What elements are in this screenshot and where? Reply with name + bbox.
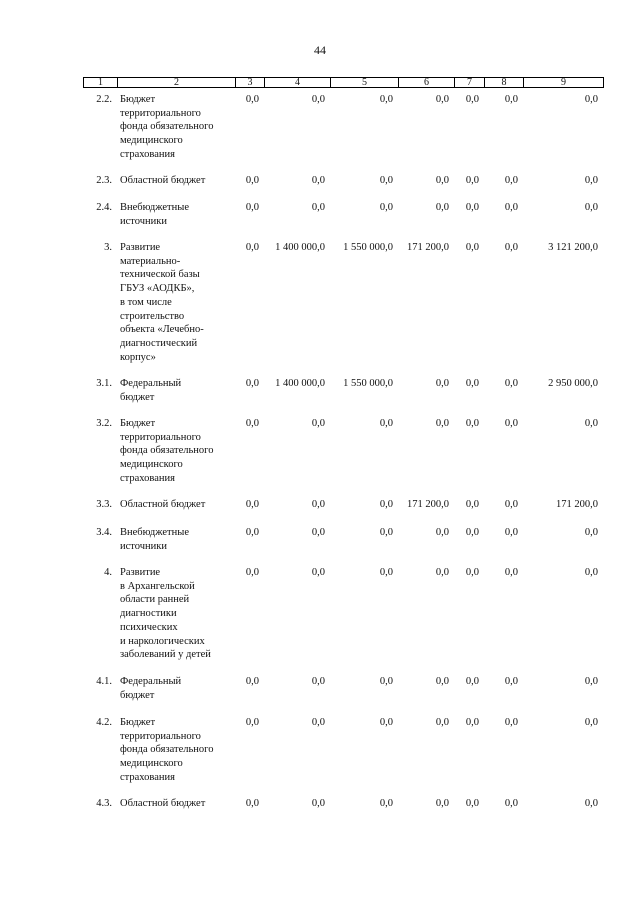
row-number: 3. bbox=[104, 242, 112, 253]
value-col-4: 0,0 bbox=[311, 567, 325, 578]
value-col-4: 0,0 bbox=[311, 499, 325, 510]
value-col-3: 0,0 bbox=[245, 567, 259, 578]
value-col-3: 0,0 bbox=[245, 418, 259, 429]
value-col-7: 0,0 bbox=[465, 378, 479, 389]
row-name: Федеральный бюджет bbox=[120, 676, 182, 701]
value-col-7: 0,0 bbox=[465, 242, 479, 253]
value-col-9: 0,0 bbox=[584, 94, 598, 105]
row-number: 3.2. bbox=[96, 418, 112, 429]
value-col-8: 0,0 bbox=[504, 676, 518, 687]
value-col-8: 0,0 bbox=[504, 798, 518, 809]
value-col-5: 0,0 bbox=[379, 94, 393, 105]
row-name: Бюджет территориального фонда обязательного медицинского страхования bbox=[120, 717, 214, 783]
value-col-6: 0,0 bbox=[435, 175, 449, 186]
value-col-3: 0,0 bbox=[245, 499, 259, 510]
value-col-3: 0,0 bbox=[245, 527, 259, 538]
value-col-6: 0,0 bbox=[435, 418, 449, 429]
value-col-8: 0,0 bbox=[504, 94, 518, 105]
value-col-7: 0,0 bbox=[465, 798, 479, 809]
value-col-4: 0,0 bbox=[311, 418, 325, 429]
row-number: 2.2. bbox=[96, 94, 112, 105]
table-row bbox=[83, 174, 602, 188]
row-name: Федеральный бюджет bbox=[120, 378, 182, 403]
header-col-1: 1 bbox=[98, 77, 103, 88]
table-row bbox=[83, 93, 602, 162]
value-col-5: 1 550 000,0 bbox=[343, 378, 393, 389]
value-col-6: 0,0 bbox=[435, 202, 449, 213]
value-col-3: 0,0 bbox=[245, 798, 259, 809]
value-col-5: 0,0 bbox=[379, 717, 393, 728]
value-col-5: 0,0 bbox=[379, 676, 393, 687]
row-number: 4.3. bbox=[96, 798, 112, 809]
value-col-7: 0,0 bbox=[465, 527, 479, 538]
value-col-6: 0,0 bbox=[435, 378, 449, 389]
value-col-8: 0,0 bbox=[504, 378, 518, 389]
header-col-7: 7 bbox=[454, 78, 484, 87]
value-col-5: 0,0 bbox=[379, 175, 393, 186]
value-col-7: 0,0 bbox=[465, 567, 479, 578]
value-col-9: 0,0 bbox=[584, 418, 598, 429]
value-col-9: 0,0 bbox=[584, 798, 598, 809]
value-col-4: 0,0 bbox=[311, 202, 325, 213]
row-number: 4.1. bbox=[96, 676, 112, 687]
value-col-5: 0,0 bbox=[379, 499, 393, 510]
value-col-5: 0,0 bbox=[379, 527, 393, 538]
table-row bbox=[83, 417, 602, 486]
table-row bbox=[83, 797, 602, 811]
row-name: Областной бюджет bbox=[120, 798, 206, 809]
value-col-7: 0,0 bbox=[465, 202, 479, 213]
row-name: Развитие материально- технической базы ГБУЗ «АОДКБ», в том числе строительство объекта «Лечебно- диагностический корпус» bbox=[120, 242, 204, 363]
value-col-5: 0,0 bbox=[379, 567, 393, 578]
row-number: 3.3. bbox=[96, 499, 112, 510]
header-col-5: 5 bbox=[330, 78, 398, 87]
row-name: Бюджет территориального фонда обязательного медицинского страхования bbox=[120, 418, 214, 484]
row-name: Областной бюджет bbox=[120, 175, 206, 186]
row-name: Развитие в Архангельской области ранней диагностики психических и наркологических заболеваний у детей bbox=[120, 567, 211, 661]
value-col-9: 0,0 bbox=[584, 202, 598, 213]
value-col-9: 0,0 bbox=[584, 717, 598, 728]
table-row bbox=[83, 377, 602, 404]
value-col-5: 0,0 bbox=[379, 798, 393, 809]
value-col-6: 0,0 bbox=[435, 676, 449, 687]
value-col-9: 2 950 000,0 bbox=[548, 378, 598, 389]
value-col-6: 171 200,0 bbox=[407, 499, 449, 510]
value-col-7: 0,0 bbox=[465, 418, 479, 429]
value-col-3: 0,0 bbox=[245, 175, 259, 186]
value-col-9: 0,0 bbox=[584, 175, 598, 186]
value-col-4: 0,0 bbox=[311, 798, 325, 809]
value-col-7: 0,0 bbox=[465, 717, 479, 728]
value-col-4: 1 400 000,0 bbox=[275, 242, 325, 253]
value-col-8: 0,0 bbox=[504, 499, 518, 510]
value-col-4: 0,0 bbox=[311, 175, 325, 186]
table-row bbox=[83, 201, 602, 228]
value-col-9: 0,0 bbox=[584, 676, 598, 687]
value-col-6: 0,0 bbox=[435, 798, 449, 809]
value-col-9: 3 121 200,0 bbox=[548, 242, 598, 253]
row-name: Бюджет территориального фонда обязательного медицинского страхования bbox=[120, 94, 214, 160]
value-col-3: 0,0 bbox=[245, 242, 259, 253]
table-row bbox=[83, 716, 602, 785]
header-col-4: 4 bbox=[264, 78, 330, 87]
value-col-5: 0,0 bbox=[379, 418, 393, 429]
row-name: Внебюджетные источники bbox=[120, 527, 189, 552]
page-number: 44 bbox=[314, 43, 326, 57]
value-col-4: 0,0 bbox=[311, 527, 325, 538]
value-col-4: 0,0 bbox=[311, 94, 325, 105]
header-col-6: 6 bbox=[398, 78, 454, 87]
header-col-8: 8 bbox=[484, 78, 523, 87]
row-number: 4. bbox=[104, 567, 112, 578]
value-col-8: 0,0 bbox=[504, 717, 518, 728]
value-col-9: 171 200,0 bbox=[556, 499, 598, 510]
value-col-7: 0,0 bbox=[465, 94, 479, 105]
value-col-6: 0,0 bbox=[435, 94, 449, 105]
value-col-6: 0,0 bbox=[435, 527, 449, 538]
table-row bbox=[83, 675, 602, 702]
value-col-3: 0,0 bbox=[245, 378, 259, 389]
header-col-9: 9 bbox=[523, 78, 603, 87]
row-name: Областной бюджет bbox=[120, 499, 206, 510]
value-col-3: 0,0 bbox=[245, 202, 259, 213]
value-col-3: 0,0 bbox=[245, 94, 259, 105]
value-col-5: 1 550 000,0 bbox=[343, 242, 393, 253]
value-col-9: 0,0 bbox=[584, 527, 598, 538]
value-col-4: 0,0 bbox=[311, 717, 325, 728]
row-number: 4.2. bbox=[96, 717, 112, 728]
table-header bbox=[83, 77, 604, 88]
table-row bbox=[83, 241, 602, 364]
table-row bbox=[83, 498, 602, 512]
value-col-7: 0,0 bbox=[465, 676, 479, 687]
value-col-8: 0,0 bbox=[504, 202, 518, 213]
value-col-6: 171 200,0 bbox=[407, 242, 449, 253]
value-col-8: 0,0 bbox=[504, 418, 518, 429]
value-col-8: 0,0 bbox=[504, 242, 518, 253]
value-col-7: 0,0 bbox=[465, 175, 479, 186]
value-col-8: 0,0 bbox=[504, 567, 518, 578]
header-col-2: 2 bbox=[117, 78, 235, 87]
value-col-6: 0,0 bbox=[435, 717, 449, 728]
row-number: 2.4. bbox=[96, 202, 112, 213]
value-col-4: 0,0 bbox=[311, 676, 325, 687]
value-col-4: 1 400 000,0 bbox=[275, 378, 325, 389]
value-col-9: 0,0 bbox=[584, 567, 598, 578]
table-row bbox=[83, 526, 602, 553]
row-number: 3.4. bbox=[96, 527, 112, 538]
value-col-5: 0,0 bbox=[379, 202, 393, 213]
value-col-7: 0,0 bbox=[465, 499, 479, 510]
header-col-3: 3 bbox=[235, 78, 264, 87]
value-col-8: 0,0 bbox=[504, 175, 518, 186]
value-col-6: 0,0 bbox=[435, 567, 449, 578]
value-col-3: 0,0 bbox=[245, 717, 259, 728]
value-col-8: 0,0 bbox=[504, 527, 518, 538]
value-col-3: 0,0 bbox=[245, 676, 259, 687]
row-number: 2.3. bbox=[96, 175, 112, 186]
row-name: Внебюджетные источники bbox=[120, 202, 189, 227]
row-number: 3.1. bbox=[96, 378, 112, 389]
table-row bbox=[83, 566, 602, 662]
